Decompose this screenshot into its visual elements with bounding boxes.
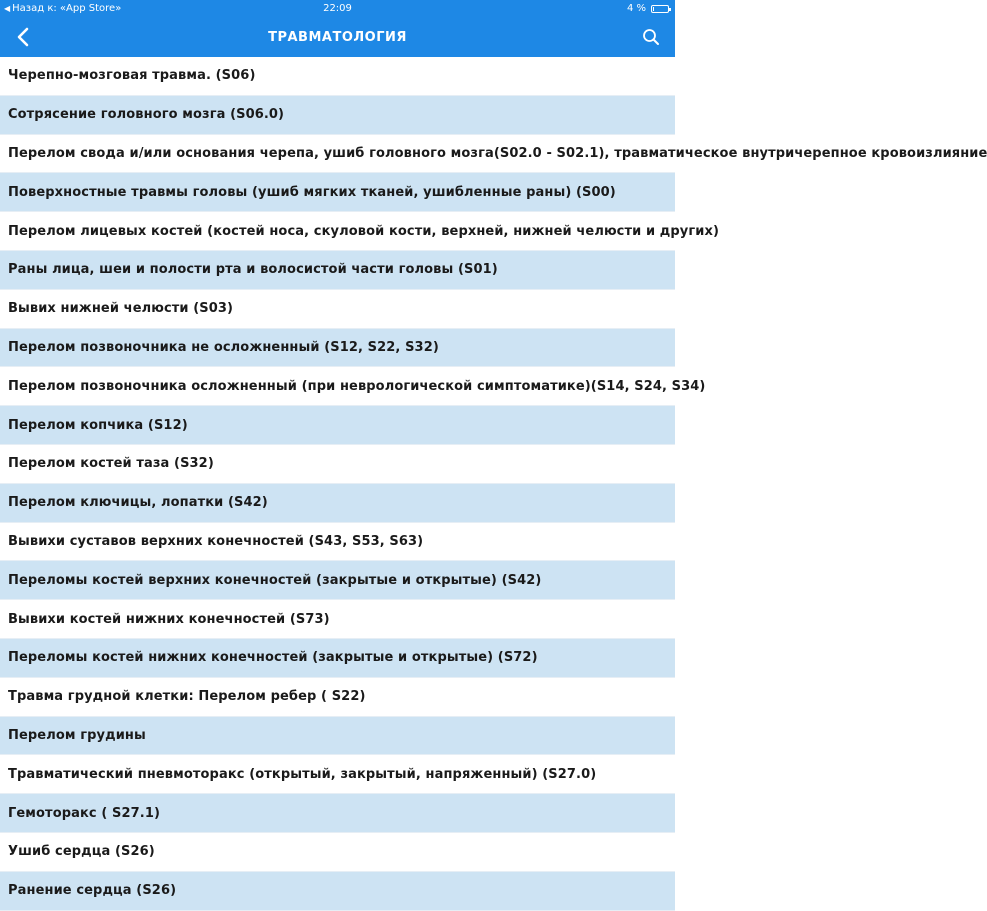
- list-item[interactable]: [0, 57, 675, 96]
- list-item-label: Травма грудной клетки: Перелом ребер ( S22): [8, 689, 366, 705]
- list-item[interactable]: [0, 600, 675, 639]
- list-item-label: Перелом позвоночника не осложненный (S12, S22, S32): [8, 339, 439, 355]
- list-item[interactable]: [0, 445, 675, 484]
- list-item-label: Перелом копчика (S12): [8, 417, 188, 433]
- list-item-label: Ранение сердца (S26): [8, 883, 177, 899]
- status-back-arrow-icon: ◀: [4, 4, 11, 13]
- list-item-label: Перелом позвоночника осложненный (при неврологической симптоматике)(S14, S24, S34): [8, 378, 706, 394]
- list-item[interactable]: [0, 290, 675, 329]
- list-item[interactable]: [0, 678, 675, 717]
- list-item[interactable]: [0, 639, 675, 678]
- search-button[interactable]: [637, 23, 665, 51]
- list-item-label: Поверхностные травмы головы (ушиб мягких тканей, ушибленные раны) (S00): [8, 184, 616, 200]
- list-item-label: Раны лица, шеи и полости рта и волосистой части головы (S01): [8, 262, 498, 278]
- list-item-label: Гемоторакс ( S27.1): [8, 805, 161, 821]
- list-item-label: Переломы костей нижних конечностей (закрытые и открытые) (S72): [8, 650, 538, 666]
- topic-list: [0, 57, 987, 911]
- battery-icon: [651, 5, 669, 13]
- list-item-label: Перелом грудины: [8, 727, 146, 743]
- list-item[interactable]: [0, 717, 675, 756]
- status-battery-group: [627, 0, 669, 18]
- list-item[interactable]: [0, 212, 719, 251]
- list-item[interactable]: [0, 251, 675, 290]
- list-item-label: Ушиб сердца (S26): [8, 844, 155, 860]
- list-item[interactable]: [0, 833, 675, 872]
- list-item[interactable]: [0, 484, 675, 523]
- status-back-label: Назад к: «App Store»: [12, 3, 122, 14]
- page-title: ТРАВМАТОЛОГИЯ: [268, 30, 407, 45]
- list-item-label: Вывихи суставов верхних конечностей (S43, S53, S63): [8, 533, 424, 549]
- list-item-label: Переломы костей верхних конечностей (закрытые и открытые) (S42): [8, 572, 542, 588]
- list-item[interactable]: [0, 406, 675, 445]
- list-item[interactable]: [0, 96, 675, 135]
- list-item-label: Сотрясение головного мозга (S06.0): [8, 107, 285, 123]
- list-item-label: Перелом ключицы, лопатки (S42): [8, 495, 268, 511]
- list-item[interactable]: [0, 173, 675, 212]
- search-icon: [642, 28, 660, 46]
- list-item-label: Перелом лицевых костей (костей носа, скуловой кости, верхней, нижней челюсти и других): [8, 223, 719, 239]
- list-item[interactable]: [0, 523, 675, 562]
- list-item[interactable]: [0, 135, 987, 174]
- list-item[interactable]: [0, 329, 675, 368]
- status-time: 22:09: [323, 3, 352, 14]
- list-item-label: Перелом костей таза (S32): [8, 456, 214, 472]
- list-item-label: Травматический пневмоторакс (открытый, закрытый, напряженный) (S27.0): [8, 766, 597, 782]
- list-item-label: Вывих нижней челюсти (S03): [8, 301, 234, 317]
- navigation-bar: [0, 18, 675, 57]
- list-item[interactable]: [0, 872, 675, 911]
- list-item-label: Вывихи костей нижних конечностей (S73): [8, 611, 330, 627]
- list-item[interactable]: [0, 561, 675, 600]
- list-item[interactable]: [0, 755, 675, 794]
- list-item-label: Перелом свода и/или основания черепа, ушиб головного мозга(S02.0 - S02.1), травматическое внутричерепное кровоизлияние: [8, 145, 987, 161]
- list-item[interactable]: [0, 367, 706, 406]
- list-item[interactable]: [0, 794, 675, 833]
- status-bar: [0, 0, 675, 18]
- battery-percent: 4 %: [626, 3, 646, 14]
- list-item-label: Черепно-мозговая травма. (S06): [8, 68, 256, 84]
